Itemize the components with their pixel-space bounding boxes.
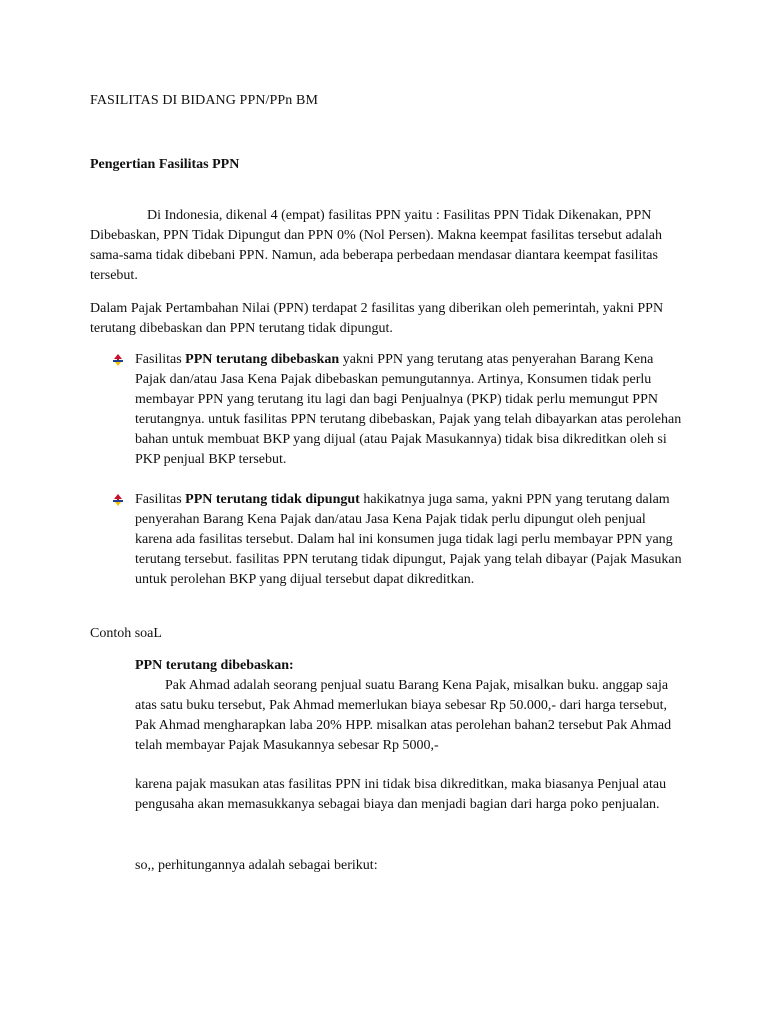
bullet-prefix: Fasilitas <box>135 352 186 367</box>
bullet-item-dibebaskan <box>112 350 692 470</box>
bullet-bold-term: PPN terutang dibebaskan <box>185 352 340 367</box>
bullet-item-tidak-dipungut <box>112 490 692 610</box>
example-subheading: PPN terutang dibebaskan: <box>135 658 294 673</box>
paragraph-perhitungan: so,, perhitungannya adalah sebagai berikut: <box>135 858 378 873</box>
paragraph-intro-text: Di Indonesia, dikenal 4 (empat) fasilitas PPN yaitu : Fasilitas PPN Tidak Dikenakan, PPN Dibebaskan, PPN Tidak Dipungut dan PPN 0% (Nol Persen). Makna keempat fasilitas tersebut adalah sama-sama tidak dibebani PPN. Namun, ada beberapa perbedaan mendasar diantara keempat fasilitas tersebut. <box>90 208 662 283</box>
example-text: Pak Ahmad adalah seorang penjual suatu Barang Kena Pajak, misalkan buku. anggap saja atas satu buku tersebut, Pak Ahmad memerlukan biaya sebesar Rp 50.000,- dari harga tersebut, Pak Ahmad mengharapkan laba 20% HPP. misalkan atas perolehan bahan2 tersebut Pak Ahmad telah membayar Pajak Masukannya sebesar Rp 5000,- <box>135 678 672 753</box>
example-text-wrap <box>135 676 675 756</box>
bullet-prefix: Fasilitas <box>135 492 186 507</box>
bullet-arrow-icon <box>112 354 124 366</box>
section-heading: Pengertian Fasilitas PPN <box>90 157 240 172</box>
bullet-bold-term: PPN terutang tidak dipungut <box>185 492 360 507</box>
contoh-label: Contoh soaL <box>90 626 162 641</box>
paragraph-intro <box>90 206 670 286</box>
document-title: FASILITAS DI BIDANG PPN/PPn BM <box>90 93 318 108</box>
bullet-text <box>135 350 685 470</box>
bullet-text <box>135 490 685 590</box>
paragraph-karena: karena pajak masukan atas fasilitas PPN ini tidak bisa dikreditkan, maka biasanya Penjual atau pengusaha akan memasukkanya sebagai biaya dan menjadi bagian dari harga poko penjualan. <box>135 777 667 812</box>
bullet-body: hakikatnya juga sama, yakni PPN yang terutang dalam penyerahan Barang Kena Pajak dan/atau Jasa Kena Pajak tidak perlu dipungut oleh penjual karena ada fasilitas tersebut. Dalam hal ini konsumen juga tidak lagi perlu membayar PPN yang terutang tersebut. fasilitas PPN terutang tidak dipungut, Pajak yang telah dibayar (Pajak Masukan untuk perolehan BKP yang dijual tersebut dapat dikreditkan. <box>135 492 682 587</box>
bullet-body: yakni PPN yang terutang atas penyerahan Barang Kena Pajak dan/atau Jasa Kena Pajak dibebaskan pemungutannya. Artinya, Konsumen tidak perlu membayar PPN yang terutang itu lagi dan bagi Penjualnya (PKP) tidak perlu memungut PPN terutangnya. untuk fasilitas PPN terutang dibebaskan, Pajak yang telah dibayarkan atas perolehan bahan untuk membuat BKP yang dijual (atau Pajak Masukannya) tidak bisa dikreditkan oleh si PKP penjual BKP tersebut. <box>135 352 682 467</box>
bullet-arrow-icon <box>112 494 124 506</box>
paragraph-facilities: Dalam Pajak Pertambahan Nilai (PPN) terdapat 2 fasilitas yang diberikan oleh pemerintah, yakni PPN terutang dibebaskan dan PPN terutang tidak dipungut. <box>90 301 664 336</box>
example-block <box>135 656 675 756</box>
